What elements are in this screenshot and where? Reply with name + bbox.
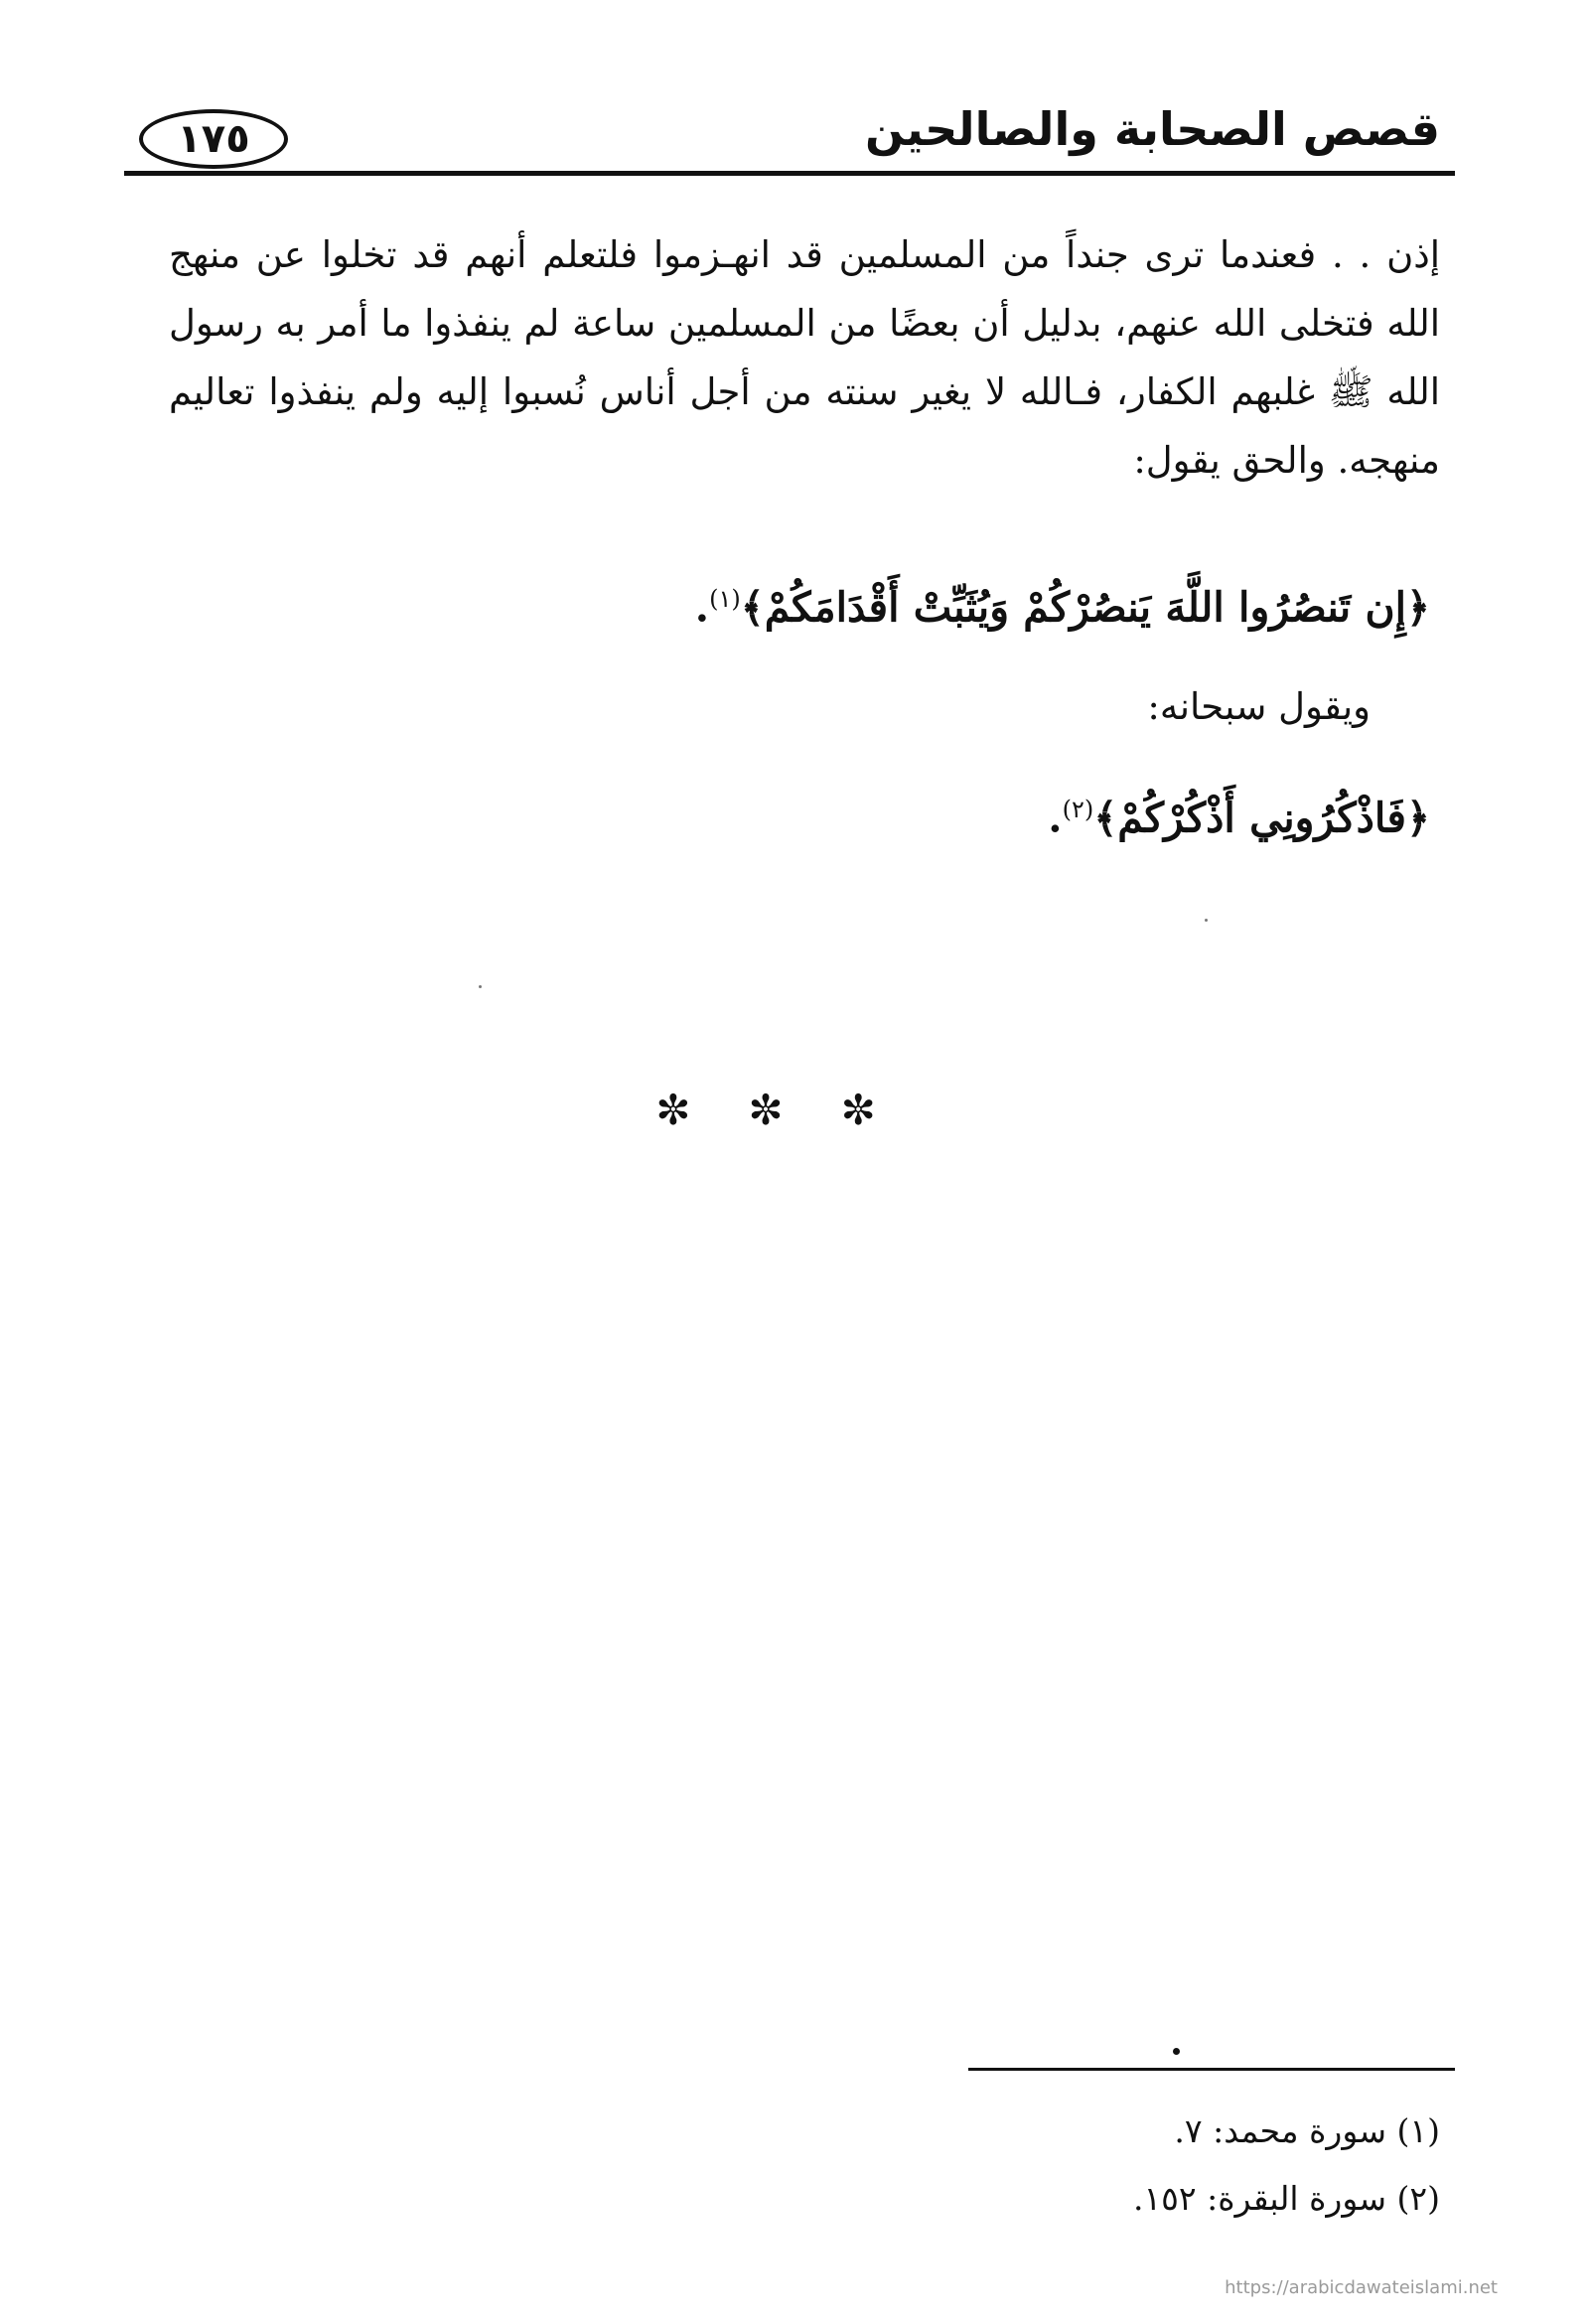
- page-number-badge: ١٧٥: [139, 109, 288, 169]
- footnotes: [943, 2098, 1440, 2233]
- quran-verse-1: [238, 564, 1430, 643]
- verse-1-text: ﴿إِن تَنصُرُوا اللَّهَ يَنصُرْكُمْ وَيُثَبِّتْ أَقْدَامَكُمْ﴾: [740, 583, 1430, 632]
- footnote-1: (١) سورة محمد: ٧.: [1174, 2111, 1440, 2150]
- scan-speck: [479, 985, 482, 988]
- verse-1-end: .: [694, 583, 710, 632]
- source-watermark: https://arabicdawateislami.net: [1225, 2277, 1498, 2298]
- footnote-rule: [968, 2068, 1455, 2071]
- verse-2-text: ﴿فَاذْكُرُونِي أَذْكُرْكُمْ﴾: [1093, 794, 1430, 842]
- paragraph-text: إذن . . فعندما ترى جنداً من المسلمين قد انهـزموا فلتعلم أنهم قد تخلوا عن منهج الله فتخلى الله عنهم، بدليل أن بعضًا من المسلمين ساعة لم ينفذوا ما أمر به رسول الله ﷺ غلبهم الكفار، فـالله لا يغير سنته من أجل أناس نُسبوا إليه ولم ينفذوا تعاليم منهجه. والحق يقول:: [169, 233, 1440, 482]
- header-rule: [124, 171, 1455, 176]
- footnote-ref-2: (٢): [1062, 796, 1094, 823]
- footnote-dot: [1173, 2048, 1180, 2055]
- footnote-ref-1: (١): [709, 585, 741, 613]
- scan-speck: [1205, 919, 1208, 922]
- verse-2-end: .: [1048, 794, 1063, 842]
- section-separator: ✼✼✼: [655, 1086, 934, 1134]
- quran-verse-2: [238, 775, 1430, 853]
- body-paragraph: [169, 220, 1440, 495]
- footnote-2: (٢) سورة البقرة: ١٥٢.: [1132, 2179, 1440, 2218]
- book-title: قصص الصحابة والصالحين: [864, 102, 1440, 156]
- transition-line: ويقول سبحانه:: [1147, 685, 1371, 728]
